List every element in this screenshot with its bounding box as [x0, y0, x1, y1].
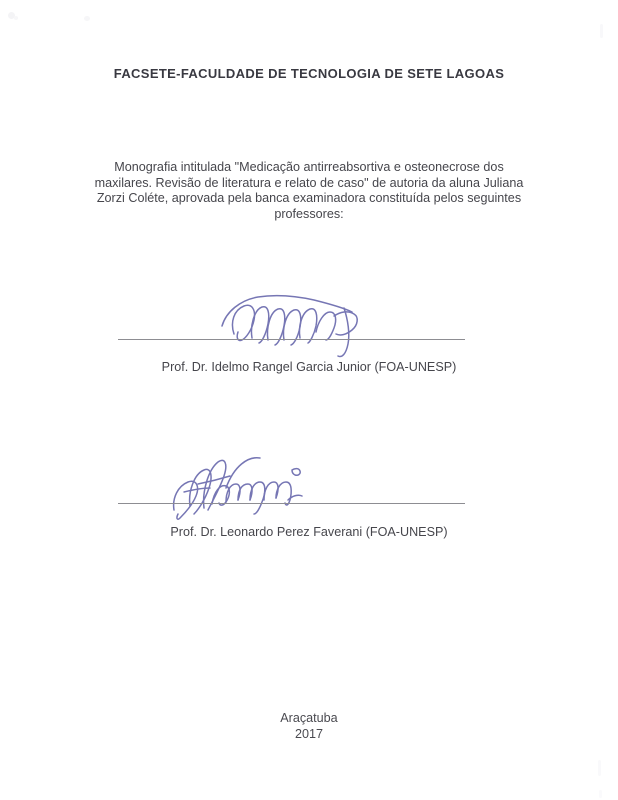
signature-rule-line [118, 339, 465, 340]
signature-area [0, 448, 618, 504]
institution-title: FACSETE-FACULDADE DE TECNOLOGIA DE SETE LAGOAS [113, 66, 505, 81]
scan-artifact [8, 12, 15, 19]
approval-statement-paragraph: Monografia intitulada "Medicação antirreabsortiva e osteonecrose dos maxilares. Revisão de literatura e relato de caso" de autoria da aluna Juliana Zorzi Coléte, aprovada pela banca examinadora constituída pelos seguintes professores: [94, 160, 524, 221]
document-footer [0, 710, 618, 742]
examiner-name-second: Prof. Dr. Leonardo Perez Faverani (FOA-UNESP) [170, 525, 448, 539]
footer-city: Araçatuba [280, 711, 338, 725]
scan-artifact [84, 16, 90, 21]
scan-artifact [598, 760, 601, 776]
signature-rule-line [118, 503, 465, 504]
signature-area [0, 286, 618, 342]
signature-block-first-examiner [0, 286, 618, 374]
handwritten-signature-icon [168, 448, 328, 533]
handwritten-signature-icon [218, 282, 378, 363]
signature-block-second-examiner [0, 448, 618, 539]
examiner-name-first: Prof. Dr. Idelmo Rangel Garcia Junior (FOA-UNESP) [161, 360, 457, 374]
scan-artifact [600, 24, 603, 38]
footer-year: 2017 [294, 727, 324, 741]
scan-artifact [599, 790, 602, 798]
scan-artifact [14, 16, 18, 20]
